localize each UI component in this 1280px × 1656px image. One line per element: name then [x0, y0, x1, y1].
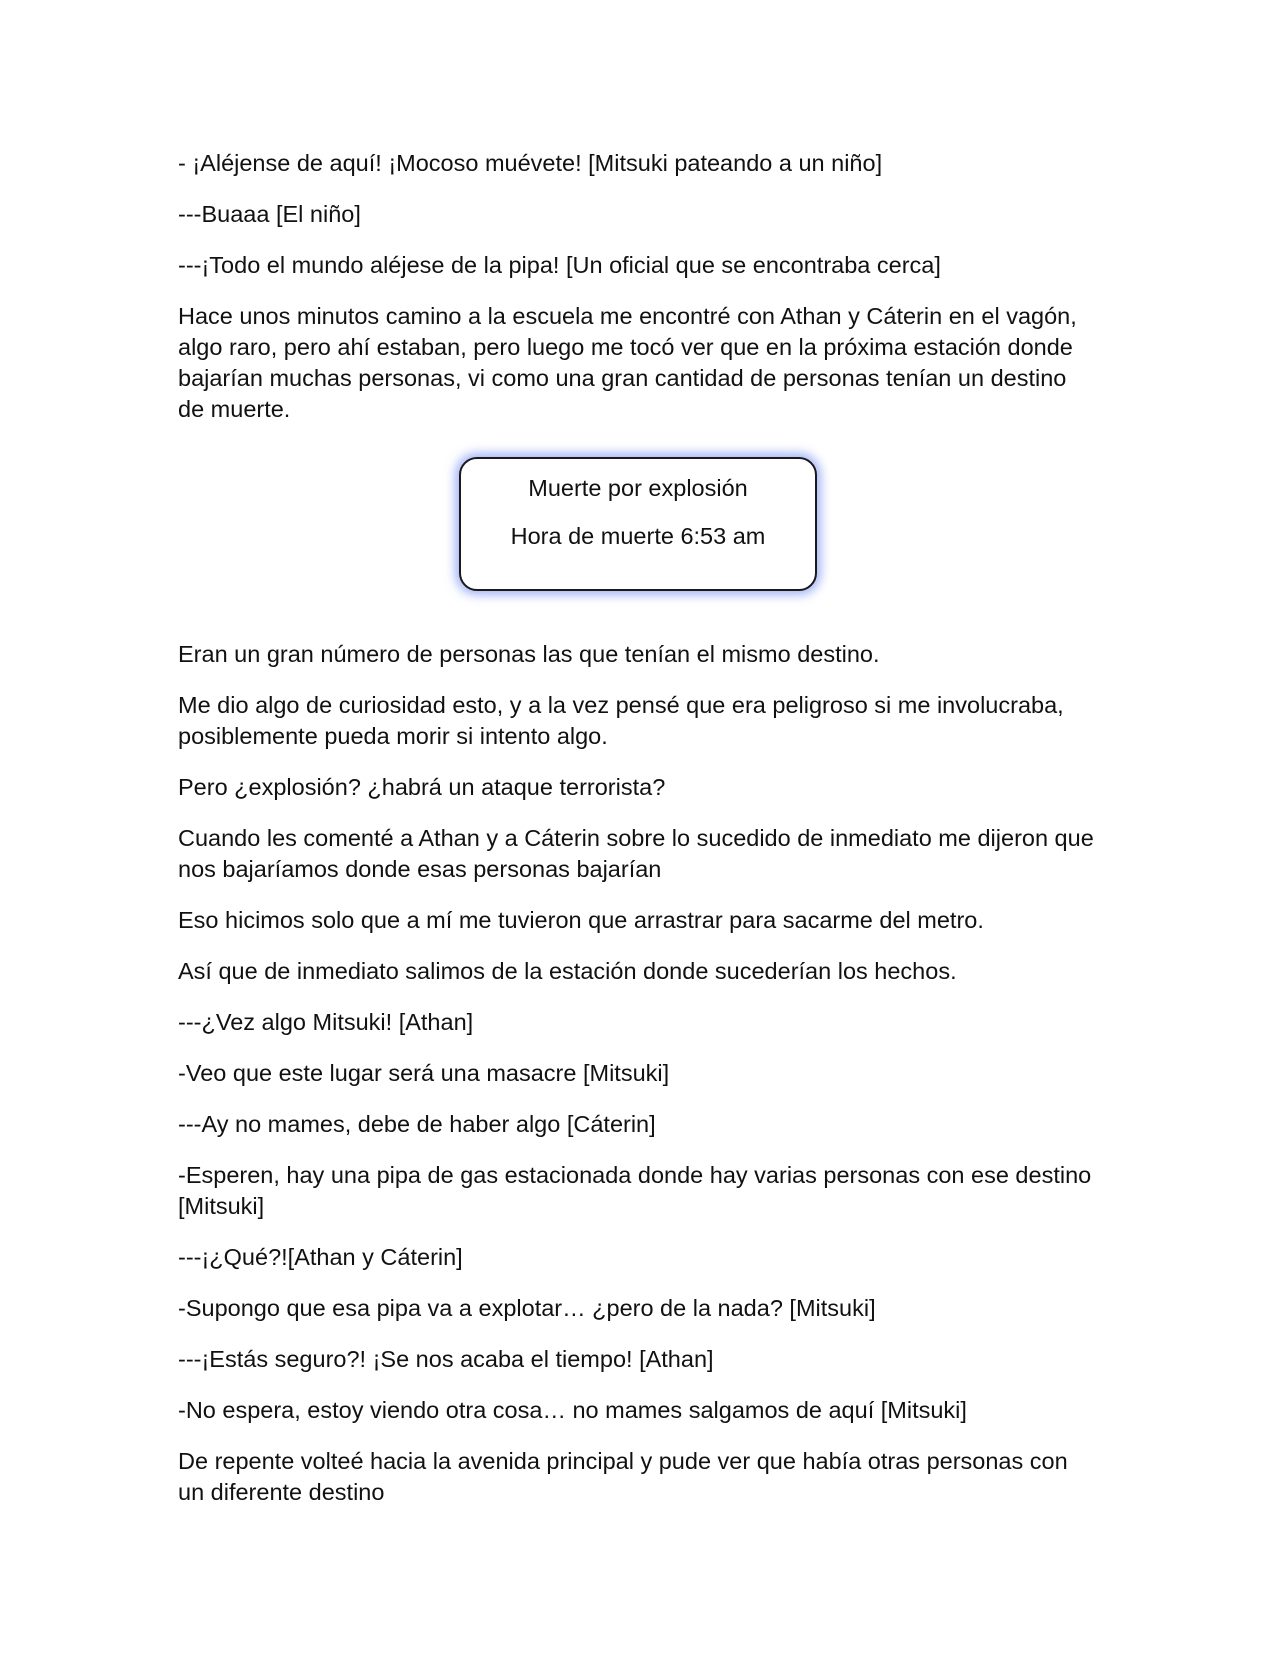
- paragraph: De repente volteé hacia la avenida principal y pude ver que había otras personas con un diferente destino: [178, 1448, 1068, 1505]
- death-cause: Muerte por explosión: [528, 475, 748, 501]
- document-page: [178, 148, 1098, 1528]
- paragraph: - ¡Aléjense de aquí! ¡Mocoso muévete! [Mitsuki pateando a un niño]: [178, 150, 883, 176]
- paragraph: Pero ¿explosión? ¿habrá un ataque terrorista?: [178, 774, 666, 800]
- paragraph: Cuando les comenté a Athan y a Cáterin sobre lo sucedido de inmediato me dijeron que nos bajaríamos donde esas personas bajarían: [178, 825, 1094, 882]
- paragraph: ---¡Estás seguro?! ¡Se nos acaba el tiempo! [Athan]: [178, 1346, 714, 1372]
- paragraph: -Esperen, hay una pipa de gas estacionada donde hay varias personas con ese destino [Mitsuki]: [178, 1162, 1092, 1219]
- death-time: Hora de muerte 6:53 am: [510, 523, 766, 549]
- paragraph: Eran un gran número de personas las que tenían el mismo destino.: [178, 641, 880, 667]
- paragraph: ---¿Vez algo Mitsuki! [Athan]: [178, 1009, 474, 1035]
- paragraph: Me dio algo de curiosidad esto, y a la vez pensé que era peligroso si me involucraba, posiblemente pueda morir si intento algo.: [178, 692, 1064, 749]
- paragraph: Hace unos minutos camino a la escuela me encontré con Athan y Cáterin en el vagón, algo raro, pero ahí estaban, pero luego me tocó ver que en la próxima estación donde bajarían muchas personas, vi como una gran cantidad de personas tenían un destino de muerte.: [178, 303, 1077, 422]
- paragraph: Eso hicimos solo que a mí me tuvieron que arrastrar para sacarme del metro.: [178, 907, 984, 933]
- paragraph: ---¡¿Qué?![Athan y Cáterin]: [178, 1244, 463, 1270]
- paragraph: -Veo que este lugar será una masacre [Mitsuki]: [178, 1060, 670, 1086]
- paragraph: -No espera, estoy viendo otra cosa… no mames salgamos de aquí [Mitsuki]: [178, 1397, 967, 1423]
- paragraph: ---Buaaa [El niño]: [178, 201, 361, 227]
- paragraph: Así que de inmediato salimos de la estación donde sucederían los hechos.: [178, 958, 957, 984]
- paragraph: ---Ay no mames, debe de haber algo [Cáterin]: [178, 1111, 656, 1137]
- death-card-wrapper: [178, 457, 1098, 591]
- paragraph: -Supongo que esa pipa va a explotar… ¿pero de la nada? [Mitsuki]: [178, 1295, 876, 1321]
- death-card: [459, 457, 817, 591]
- paragraph: ---¡Todo el mundo aléjese de la pipa! [Un oficial que se encontraba cerca]: [178, 252, 941, 278]
